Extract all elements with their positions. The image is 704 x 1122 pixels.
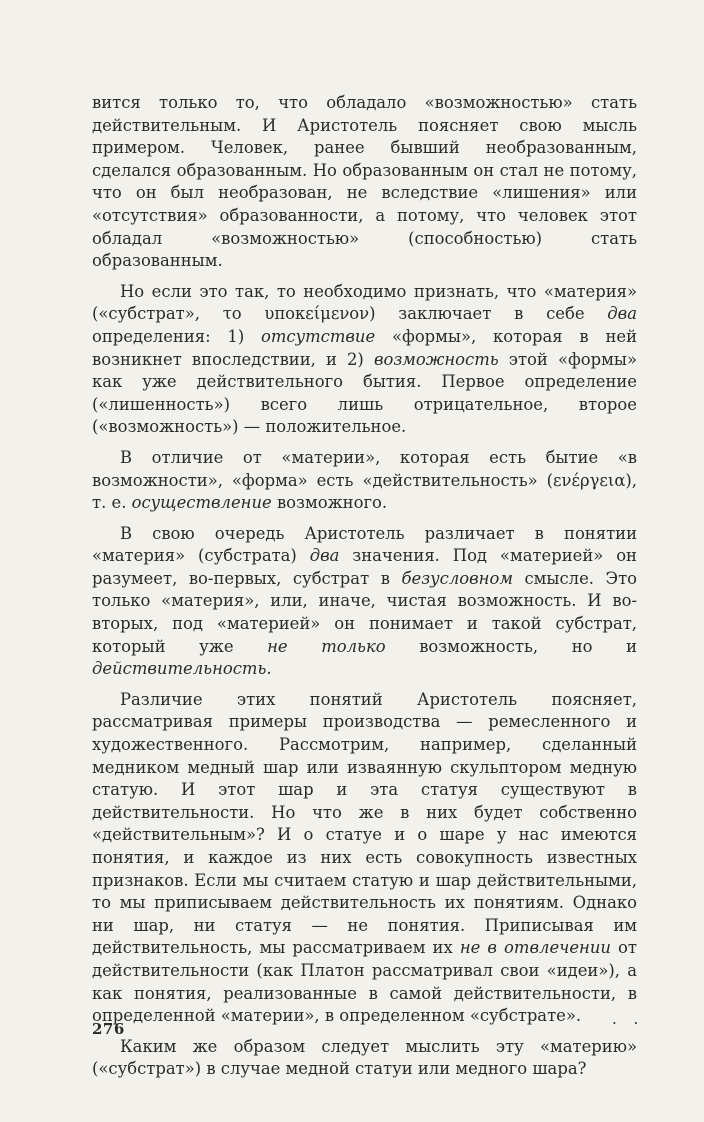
emphasis-text: не в отвлечении [459, 938, 611, 958]
body-text: возможность, но и [385, 636, 637, 656]
body-text: смысле. Это только «материя», или, иначе, чистая возможность. И во-вторых, под «материей» он понимает и такой субстрат, который уже [92, 568, 638, 656]
body-text: значения. Под «материей» он разумеет, во-первых, субстрат в [92, 546, 637, 588]
paragraph-1 [92, 92, 637, 273]
body-text: этой «формы» как уже действительного бытия. Первое определение («лишенность») всего лишь отрицательное, второе («возможность») — положительное. [92, 349, 637, 437]
body-text: Различие этих понятий Аристотель поясняет, рассматривая примеры производства — ремесленного и художественного. Рассмотрим, например, сделанный медником медный шар или изваянную скульптором медную статую. И этот шар и эта статуя существуют в действительности. Но что же в них будет собственно «действительным»? И о статуе и о шаре у нас имеются понятия, и каждое из них есть совокупность известных признаков. Если мы считаем статую и шар действительными, то мы приписываем действительность их понятиям. Однако ни шар, ни статуя — не понятия. Приписывая им действительность, мы рассматриваем их [92, 689, 637, 958]
emphasis-text: два [309, 546, 340, 566]
page-number: 276 [92, 1020, 125, 1038]
body-text: определения: 1) [92, 326, 261, 346]
emphasis-text: безусловном [401, 568, 513, 588]
emphasis-text: два [607, 304, 637, 324]
body-text: Но если это так, то необходимо признать, что «материя» («субстрат», το υποκείμενον) заключает в себе [92, 281, 637, 324]
emphasis-text: возможность [373, 349, 499, 369]
paragraph-6 [92, 1036, 637, 1081]
paragraph-5 [92, 689, 637, 1028]
emphasis-text: действительность. [92, 659, 272, 679]
body-text: вится только то, что обладало «возможностью» стать действительным. И Аристотель поясняет свою мысль примером. Человек, ранее бывший необразованным, сделался образованным. Но образованным он стал не потому, что он был необразован, не вследствие «лишения» или «отсутствия» образованности, а потому, что человек этот обладал «возможностью» (способностью) стать образованным. [92, 93, 637, 271]
page-marks: · · [612, 1014, 645, 1032]
paragraph-4 [92, 523, 637, 681]
body-text: от действительности (как Платон рассматривал свои «идеи»), а как понятия, реализованные в самой действительности, в определенной «материи», в определенном «субстрате». [92, 938, 637, 1026]
body-text: возможного. [271, 493, 388, 513]
emphasis-text: отсутствие [261, 326, 376, 346]
paragraph-2 [92, 281, 637, 439]
paragraph-3 [92, 447, 637, 515]
page-body [92, 92, 637, 1089]
emphasis-text: осуществление [131, 493, 272, 513]
body-text: В свою очередь Аристотель различает в понятии «материя» (субстрата) [92, 523, 637, 566]
body-text: «формы», которая в ней возникнет впоследствии, и 2) [92, 326, 637, 369]
body-text: Каким же образом следует мыслить эту «материю» («субстрат») в случае медной статуи или медного шара? [92, 1036, 637, 1079]
body-text: В отличие от «материи», которая есть бытие «в возможности», «форма» есть «действительность» (ενέργεια), т. е. [92, 447, 637, 513]
emphasis-text: не только [267, 636, 386, 656]
